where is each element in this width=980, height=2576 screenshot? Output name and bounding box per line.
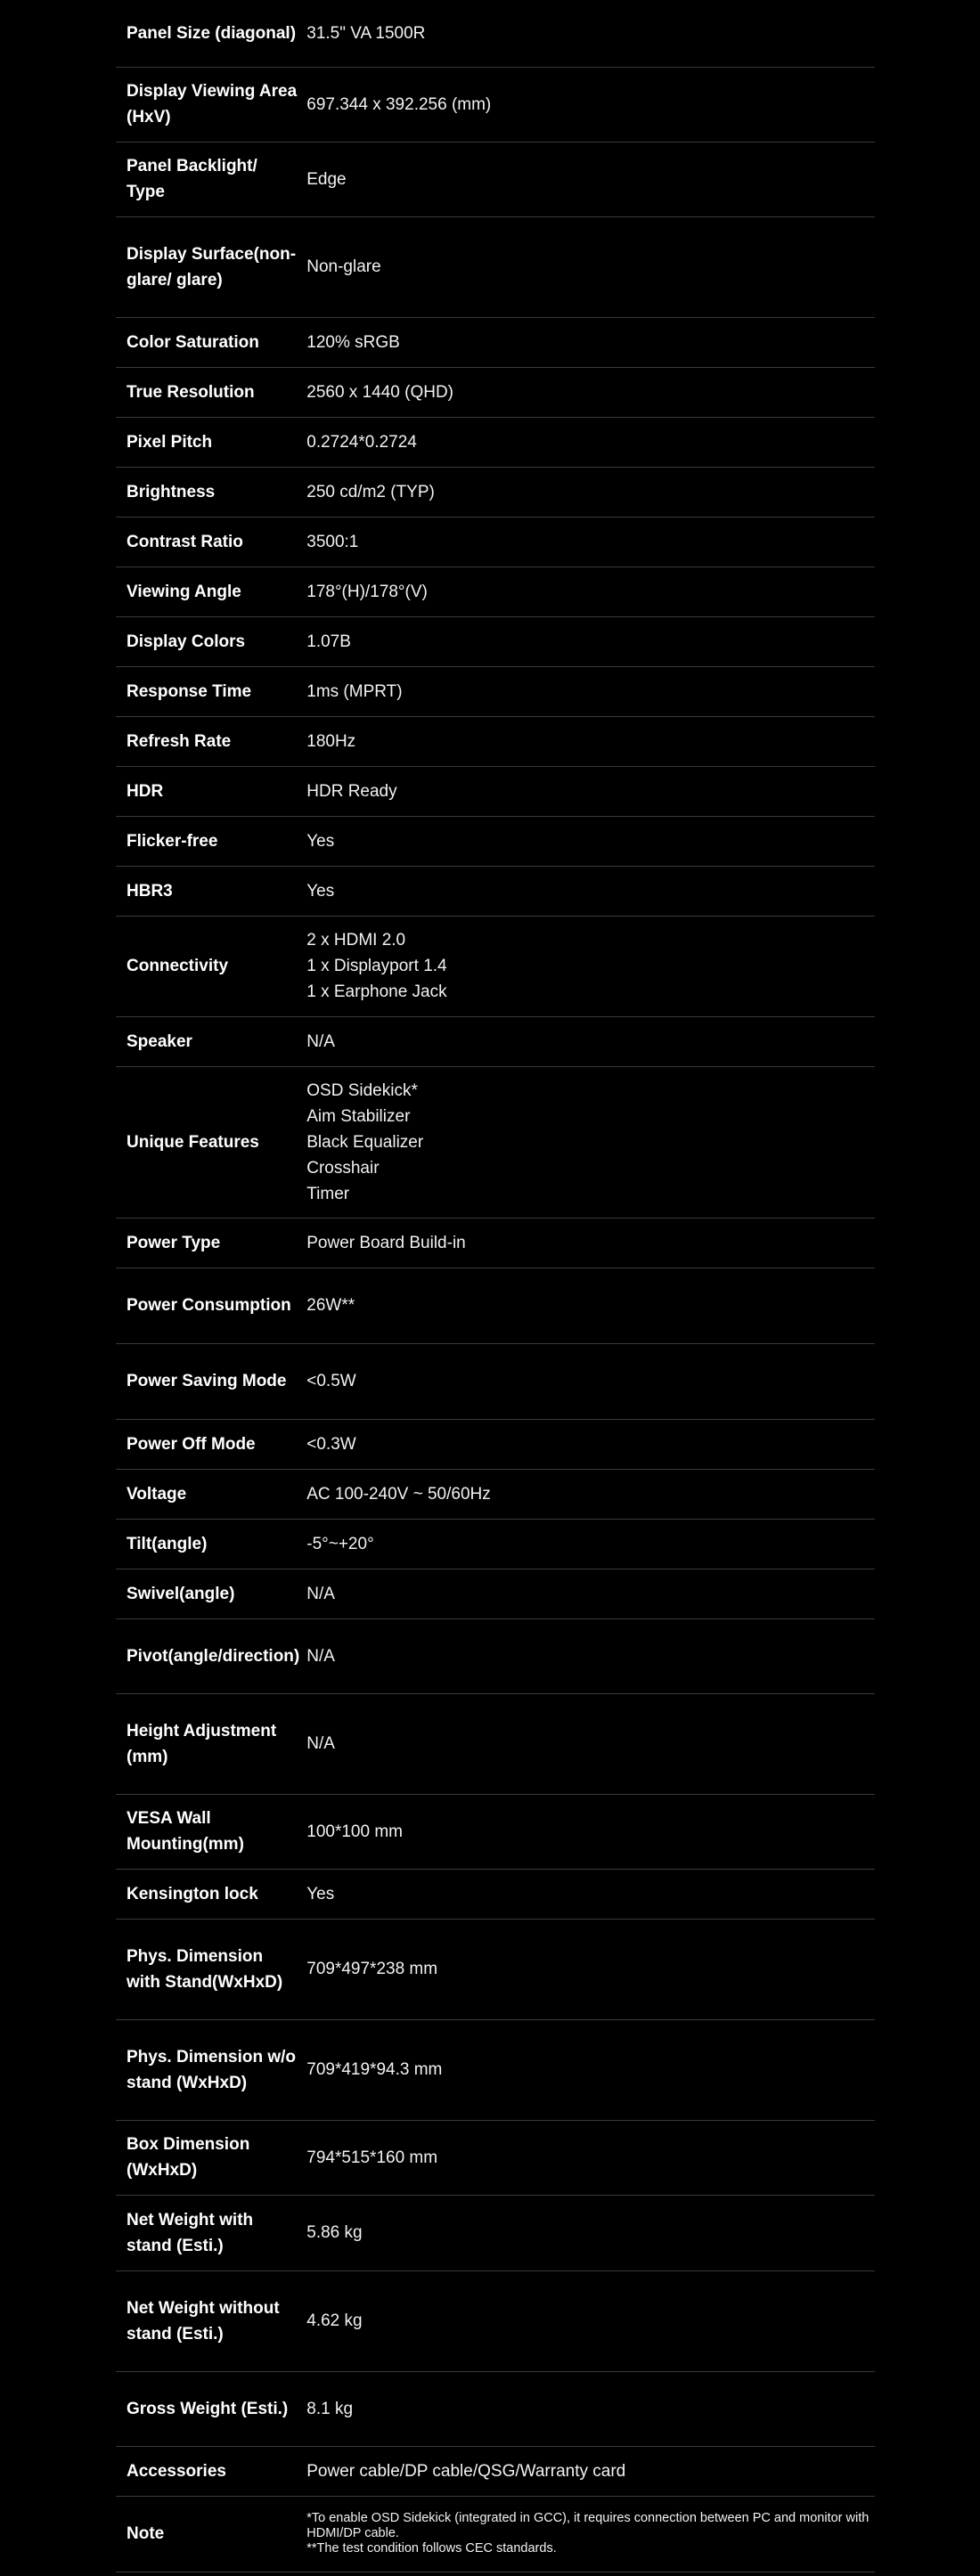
- spec-value-line: Crosshair: [306, 1158, 380, 1178]
- spec-value: [306, 666, 875, 716]
- spec-row-tilt: [116, 1519, 875, 1569]
- spec-value-line: 8.1 kg: [306, 2399, 354, 2418]
- spec-row-surface: [116, 216, 875, 317]
- spec-value: [306, 1569, 875, 1618]
- spec-row-viewing-area: [116, 67, 875, 142]
- spec-row-pixel-pitch: [116, 417, 875, 467]
- spec-row-swivel: [116, 1569, 875, 1618]
- spec-value-line: 3500:1: [306, 532, 359, 551]
- spec-value-line: Yes: [306, 831, 335, 851]
- spec-row-speaker: [116, 1016, 875, 1066]
- spec-label: Unique Features: [127, 1132, 259, 1152]
- spec-row-hdr: [116, 766, 875, 816]
- spec-value-line: 709*497*238 mm: [306, 1960, 438, 1978]
- spec-label: Net Weight without stand (Esti.): [127, 2298, 280, 2344]
- spec-label: Tilt(angle): [127, 1534, 208, 1553]
- spec-value: [306, 216, 875, 317]
- spec-label: VESA Wall Mounting(mm): [127, 1809, 244, 1854]
- spec-row-viewing-angle: [116, 567, 875, 616]
- spec-row-brightness: [116, 467, 875, 517]
- spec-row-net-weight-stand: [116, 2195, 875, 2270]
- spec-label: Accessories: [127, 2461, 226, 2481]
- spec-label: HDR: [127, 781, 164, 801]
- spec-label: Phys. Dimension w/o stand (WxHxD): [127, 2047, 297, 2092]
- spec-value-line: 697.344 x 392.256 (mm): [306, 94, 492, 114]
- spec-row-kensington: [116, 1869, 875, 1919]
- spec-value-line: N/A: [306, 1584, 335, 1603]
- spec-value: [306, 1519, 875, 1569]
- spec-label: True Resolution: [127, 382, 255, 402]
- spec-value: [306, 0, 875, 67]
- spec-value-line: *To enable OSD Sidekick (integrated in GCC), it requires connection between PC and monitor with HDMI/DP cable.: [306, 2511, 870, 2540]
- spec-value: [306, 517, 875, 567]
- spec-value-line: -5°~+20°: [306, 1534, 374, 1553]
- spec-label: Box Dimension (WxHxD): [127, 2135, 250, 2180]
- spec-value: [306, 1618, 875, 1693]
- spec-row-box-dimension: [116, 2120, 875, 2195]
- spec-value: [306, 2270, 875, 2371]
- spec-value-line: 794*515*160 mm: [306, 2148, 438, 2167]
- spec-value: [306, 716, 875, 766]
- spec-row-power-consumption: [116, 1268, 875, 1343]
- spec-value-line: <0.5W: [306, 1372, 356, 1390]
- spec-value: [306, 1268, 875, 1343]
- spec-value-line: AC 100-240V ~ 50/60Hz: [306, 1484, 491, 1504]
- spec-value-line: 120% sRGB: [306, 332, 400, 352]
- spec-value-line: OSD Sidekick*: [306, 1080, 418, 1100]
- spec-value-line: N/A: [306, 1646, 335, 1666]
- spec-value: [306, 317, 875, 367]
- spec-row-power-off: [116, 1419, 875, 1469]
- spec-value-line: 1.07B: [306, 632, 351, 651]
- spec-value: [306, 2120, 875, 2195]
- spec-label: Power Saving Mode: [127, 1372, 287, 1390]
- spec-value: [306, 1343, 875, 1419]
- spec-value: [306, 1869, 875, 1919]
- spec-label: Color Saturation: [127, 332, 259, 352]
- spec-row-note: [116, 2496, 875, 2572]
- spec-value: [306, 2496, 875, 2572]
- spec-label: Power Off Mode: [127, 1434, 256, 1454]
- spec-row-flicker-free: [116, 816, 875, 866]
- spec-value: [306, 616, 875, 666]
- spec-value-line: 0.2724*0.2724: [306, 432, 417, 452]
- spec-label: Flicker-free: [127, 831, 218, 851]
- spec-row-unique-features: [116, 1066, 875, 1218]
- spec-label: Power Consumption: [127, 1296, 291, 1315]
- spec-label: Display Surface(non-glare/ glare): [127, 244, 297, 289]
- spec-value: [306, 2446, 875, 2496]
- spec-label: Net Weight with stand (Esti.): [127, 2210, 254, 2255]
- spec-value-line: Yes: [306, 1884, 335, 1903]
- spec-row-hbr3: [116, 866, 875, 916]
- spec-value: [306, 417, 875, 467]
- spec-row-pivot: [116, 1618, 875, 1693]
- spec-label: Response Time: [127, 681, 252, 701]
- spec-label: Pivot(angle/direction): [127, 1646, 300, 1666]
- spec-value: [306, 2019, 875, 2120]
- spec-label: Swivel(angle): [127, 1584, 235, 1603]
- spec-value-line: Power Board Build-in: [306, 1233, 466, 1252]
- spec-value-line: 31.5" VA 1500R: [306, 23, 426, 43]
- spec-value: [306, 1218, 875, 1268]
- spec-label: Pixel Pitch: [127, 432, 213, 452]
- spec-value-line: 100*100 mm: [306, 1822, 403, 1841]
- spec-row-contrast-ratio: [116, 517, 875, 567]
- spec-row-response-time: [116, 666, 875, 716]
- spec-value: [306, 1919, 875, 2019]
- spec-row-voltage: [116, 1469, 875, 1519]
- spec-row-gross-weight: [116, 2371, 875, 2446]
- spec-row-backlight: [116, 142, 875, 216]
- spec-value-line: 5.86 kg: [306, 2223, 363, 2242]
- spec-value-line: HDR Ready: [306, 781, 397, 801]
- spec-value: [306, 467, 875, 517]
- spec-value: [306, 1419, 875, 1469]
- spec-value-line: **The test condition follows CEC standards.: [306, 2541, 557, 2556]
- spec-label: Display Colors: [127, 632, 246, 651]
- spec-value-line: Black Equalizer: [306, 1132, 424, 1152]
- spec-value: [306, 2195, 875, 2270]
- spec-label: HBR3: [127, 881, 173, 901]
- spec-label: Speaker: [127, 1031, 192, 1051]
- spec-label: Power Type: [127, 1233, 221, 1252]
- spec-value-line: 178°(H)/178°(V): [306, 582, 428, 601]
- spec-row-height-adjustment: [116, 1693, 875, 1794]
- spec-value: [306, 367, 875, 417]
- spec-value: [306, 1693, 875, 1794]
- spec-label: Panel Size (diagonal): [127, 23, 297, 43]
- spec-value-line: <0.3W: [306, 1434, 356, 1454]
- spec-value-line: N/A: [306, 1734, 335, 1753]
- spec-value-line: 2 x HDMI 2.0: [306, 931, 406, 950]
- spec-value: [306, 1066, 875, 1218]
- spec-label: Display Viewing Area (HxV): [127, 82, 298, 126]
- spec-value-line: Non-glare: [306, 257, 381, 276]
- spec-value: [306, 916, 875, 1016]
- spec-label: Note: [127, 2524, 165, 2543]
- spec-row-panel-size: [116, 0, 875, 67]
- spec-label: Phys. Dimension with Stand(WxHxD): [127, 1946, 283, 1992]
- spec-label: Voltage: [127, 1484, 187, 1504]
- spec-value-line: Timer: [306, 1184, 350, 1203]
- spec-label: Gross Weight (Esti.): [127, 2399, 289, 2418]
- spec-value: [306, 766, 875, 816]
- spec-value-line: 180Hz: [306, 731, 356, 751]
- spec-label: Kensington lock: [127, 1884, 258, 1903]
- spec-label: Viewing Angle: [127, 582, 241, 601]
- spec-value: [306, 866, 875, 916]
- spec-value: [306, 2371, 875, 2446]
- spec-row-dim-with-stand: [116, 1919, 875, 2019]
- spec-value: [306, 816, 875, 866]
- spec-value: [306, 1016, 875, 1066]
- spec-value-line: N/A: [306, 1031, 335, 1051]
- spec-label: Panel Backlight/ Type: [127, 157, 257, 201]
- spec-value-line: Yes: [306, 881, 335, 901]
- spec-value: [306, 67, 875, 142]
- spec-value-line: Aim Stabilizer: [306, 1106, 411, 1126]
- spec-row-true-resolution: [116, 367, 875, 417]
- spec-row-color-saturation: [116, 317, 875, 367]
- spec-row-power-type: [116, 1218, 875, 1268]
- spec-label: Refresh Rate: [127, 731, 232, 751]
- spec-row-refresh-rate: [116, 716, 875, 766]
- spec-value: [306, 567, 875, 616]
- spec-value-line: 4.62 kg: [306, 2311, 363, 2330]
- spec-value-line: 250 cd/m2 (TYP): [306, 482, 435, 501]
- spec-row-vesa: [116, 1794, 875, 1869]
- spec-value-line: 1 x Earphone Jack: [306, 982, 447, 1001]
- spec-value: [306, 1469, 875, 1519]
- spec-row-net-weight-no-stand: [116, 2270, 875, 2371]
- spec-value-line: Edge: [306, 169, 347, 189]
- spec-value: [306, 1794, 875, 1869]
- spec-value-line: Power cable/DP cable/QSG/Warranty card: [306, 2461, 626, 2481]
- specification-table-body: [116, 0, 875, 2572]
- spec-value: [306, 142, 875, 216]
- spec-row-connectivity: [116, 916, 875, 1016]
- spec-label: Height Adjustment (mm): [127, 1721, 277, 1766]
- spec-label: Brightness: [127, 482, 216, 501]
- spec-row-display-colors: [116, 616, 875, 666]
- spec-label: Contrast Ratio: [127, 532, 243, 551]
- spec-value-line: 709*419*94.3 mm: [306, 2060, 443, 2079]
- specification-table: [116, 0, 875, 2572]
- spec-label: Connectivity: [127, 957, 229, 975]
- spec-value-line: 1 x Displayport 1.4: [306, 957, 447, 975]
- spec-value-line: 1ms (MPRT): [306, 681, 403, 701]
- spec-value-line: 26W**: [306, 1296, 355, 1315]
- spec-row-power-saving: [116, 1343, 875, 1419]
- spec-value-line: 2560 x 1440 (QHD): [306, 382, 453, 402]
- spec-row-accessories: [116, 2446, 875, 2496]
- spec-row-dim-without-stand: [116, 2019, 875, 2120]
